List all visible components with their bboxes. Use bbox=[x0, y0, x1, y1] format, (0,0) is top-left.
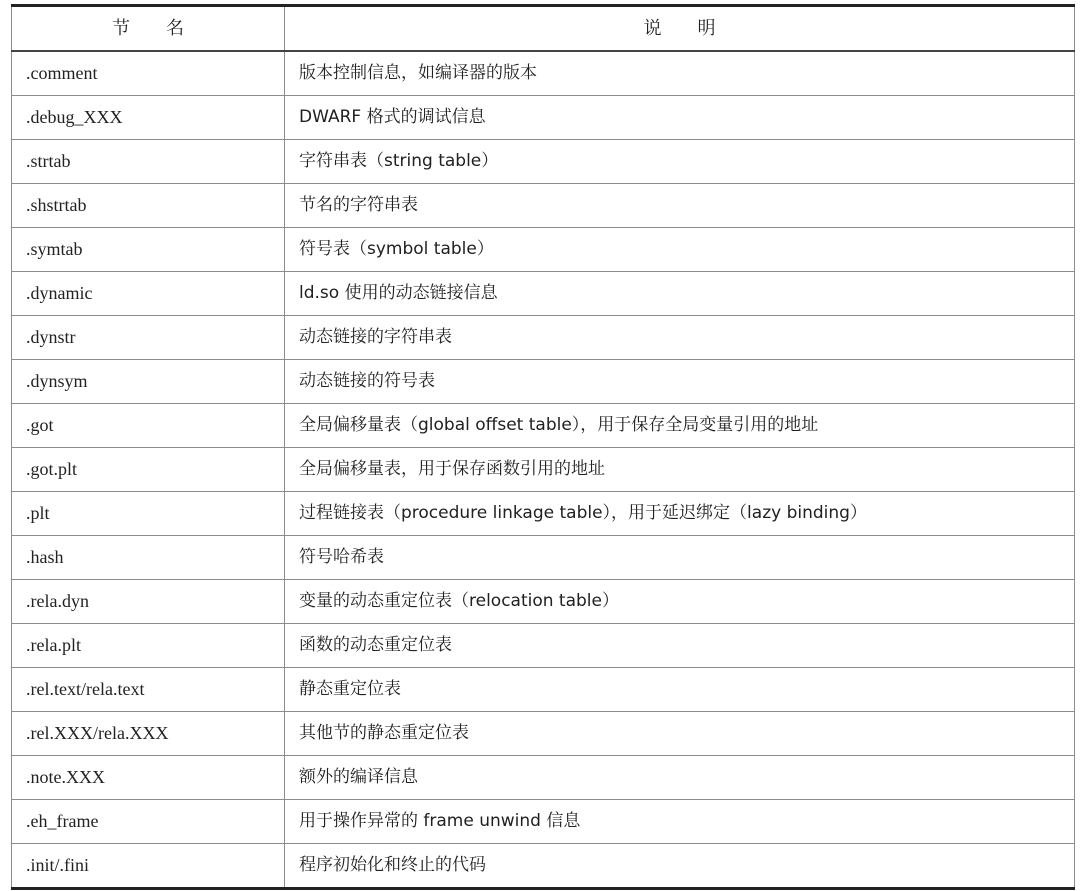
section-name-cell: .eh_frame bbox=[12, 800, 285, 844]
section-description-cell: 额外的编译信息 bbox=[285, 756, 1075, 800]
section-name-cell: .dynstr bbox=[12, 316, 285, 360]
section-name-cell: .got bbox=[12, 404, 285, 448]
table-row bbox=[12, 228, 1075, 272]
table-row bbox=[12, 756, 1075, 800]
header-section-name: 节 名 bbox=[12, 6, 285, 52]
section-name-cell: .rela.plt bbox=[12, 624, 285, 668]
section-name-cell: .rela.dyn bbox=[12, 580, 285, 624]
section-name-cell: .comment bbox=[12, 51, 285, 96]
table-header bbox=[12, 6, 1075, 52]
section-description-cell: 节名的字符串表 bbox=[285, 184, 1075, 228]
table-row bbox=[12, 96, 1075, 140]
section-name-cell: .shstrtab bbox=[12, 184, 285, 228]
table-row bbox=[12, 404, 1075, 448]
section-description-cell: 过程链接表（procedure linkage table），用于延迟绑定（lazy binding） bbox=[285, 492, 1075, 536]
table-row bbox=[12, 668, 1075, 712]
table-row bbox=[12, 140, 1075, 184]
section-description-cell: DWARF 格式的调试信息 bbox=[285, 96, 1075, 140]
section-description-cell: 版本控制信息，如编译器的版本 bbox=[285, 51, 1075, 96]
section-description-cell: 动态链接的字符串表 bbox=[285, 316, 1075, 360]
section-name-cell: .note.XXX bbox=[12, 756, 285, 800]
elf-sections-table bbox=[11, 4, 1075, 890]
section-description-cell: 全局偏移量表（global offset table），用于保存全局变量引用的地址 bbox=[285, 404, 1075, 448]
table-row bbox=[12, 184, 1075, 228]
table-row bbox=[12, 51, 1075, 96]
table-row bbox=[12, 844, 1075, 889]
section-name-cell: .plt bbox=[12, 492, 285, 536]
table-row bbox=[12, 712, 1075, 756]
table-row bbox=[12, 360, 1075, 404]
section-description-cell: 全局偏移量表，用于保存函数引用的地址 bbox=[285, 448, 1075, 492]
section-description-cell: 函数的动态重定位表 bbox=[285, 624, 1075, 668]
section-description-cell: 符号哈希表 bbox=[285, 536, 1075, 580]
table-row bbox=[12, 624, 1075, 668]
table-body bbox=[12, 51, 1075, 889]
section-name-cell: .debug_XXX bbox=[12, 96, 285, 140]
table-row bbox=[12, 316, 1075, 360]
section-description-cell: 符号表（symbol table） bbox=[285, 228, 1075, 272]
section-name-cell: .rel.XXX/rela.XXX bbox=[12, 712, 285, 756]
table-row bbox=[12, 272, 1075, 316]
section-description-cell: 程序初始化和终止的代码 bbox=[285, 844, 1075, 889]
section-name-cell: .symtab bbox=[12, 228, 285, 272]
section-name-cell: .dynamic bbox=[12, 272, 285, 316]
section-name-cell: .rel.text/rela.text bbox=[12, 668, 285, 712]
section-name-cell: .hash bbox=[12, 536, 285, 580]
table-row bbox=[12, 448, 1075, 492]
section-description-cell: 字符串表（string table） bbox=[285, 140, 1075, 184]
table-row bbox=[12, 536, 1075, 580]
header-row bbox=[12, 6, 1075, 52]
section-description-cell: 变量的动态重定位表（relocation table） bbox=[285, 580, 1075, 624]
section-description-cell: 动态链接的符号表 bbox=[285, 360, 1075, 404]
section-description-cell: 静态重定位表 bbox=[285, 668, 1075, 712]
header-description: 说 明 bbox=[285, 6, 1075, 52]
section-description-cell: 其他节的静态重定位表 bbox=[285, 712, 1075, 756]
section-name-cell: .init/.fini bbox=[12, 844, 285, 889]
section-table-container bbox=[11, 4, 1074, 890]
section-name-cell: .got.plt bbox=[12, 448, 285, 492]
section-name-cell: .dynsym bbox=[12, 360, 285, 404]
section-name-cell: .strtab bbox=[12, 140, 285, 184]
section-description-cell: ld.so 使用的动态链接信息 bbox=[285, 272, 1075, 316]
section-description-cell: 用于操作异常的 frame unwind 信息 bbox=[285, 800, 1075, 844]
table-row bbox=[12, 492, 1075, 536]
table-row bbox=[12, 800, 1075, 844]
table-row bbox=[12, 580, 1075, 624]
